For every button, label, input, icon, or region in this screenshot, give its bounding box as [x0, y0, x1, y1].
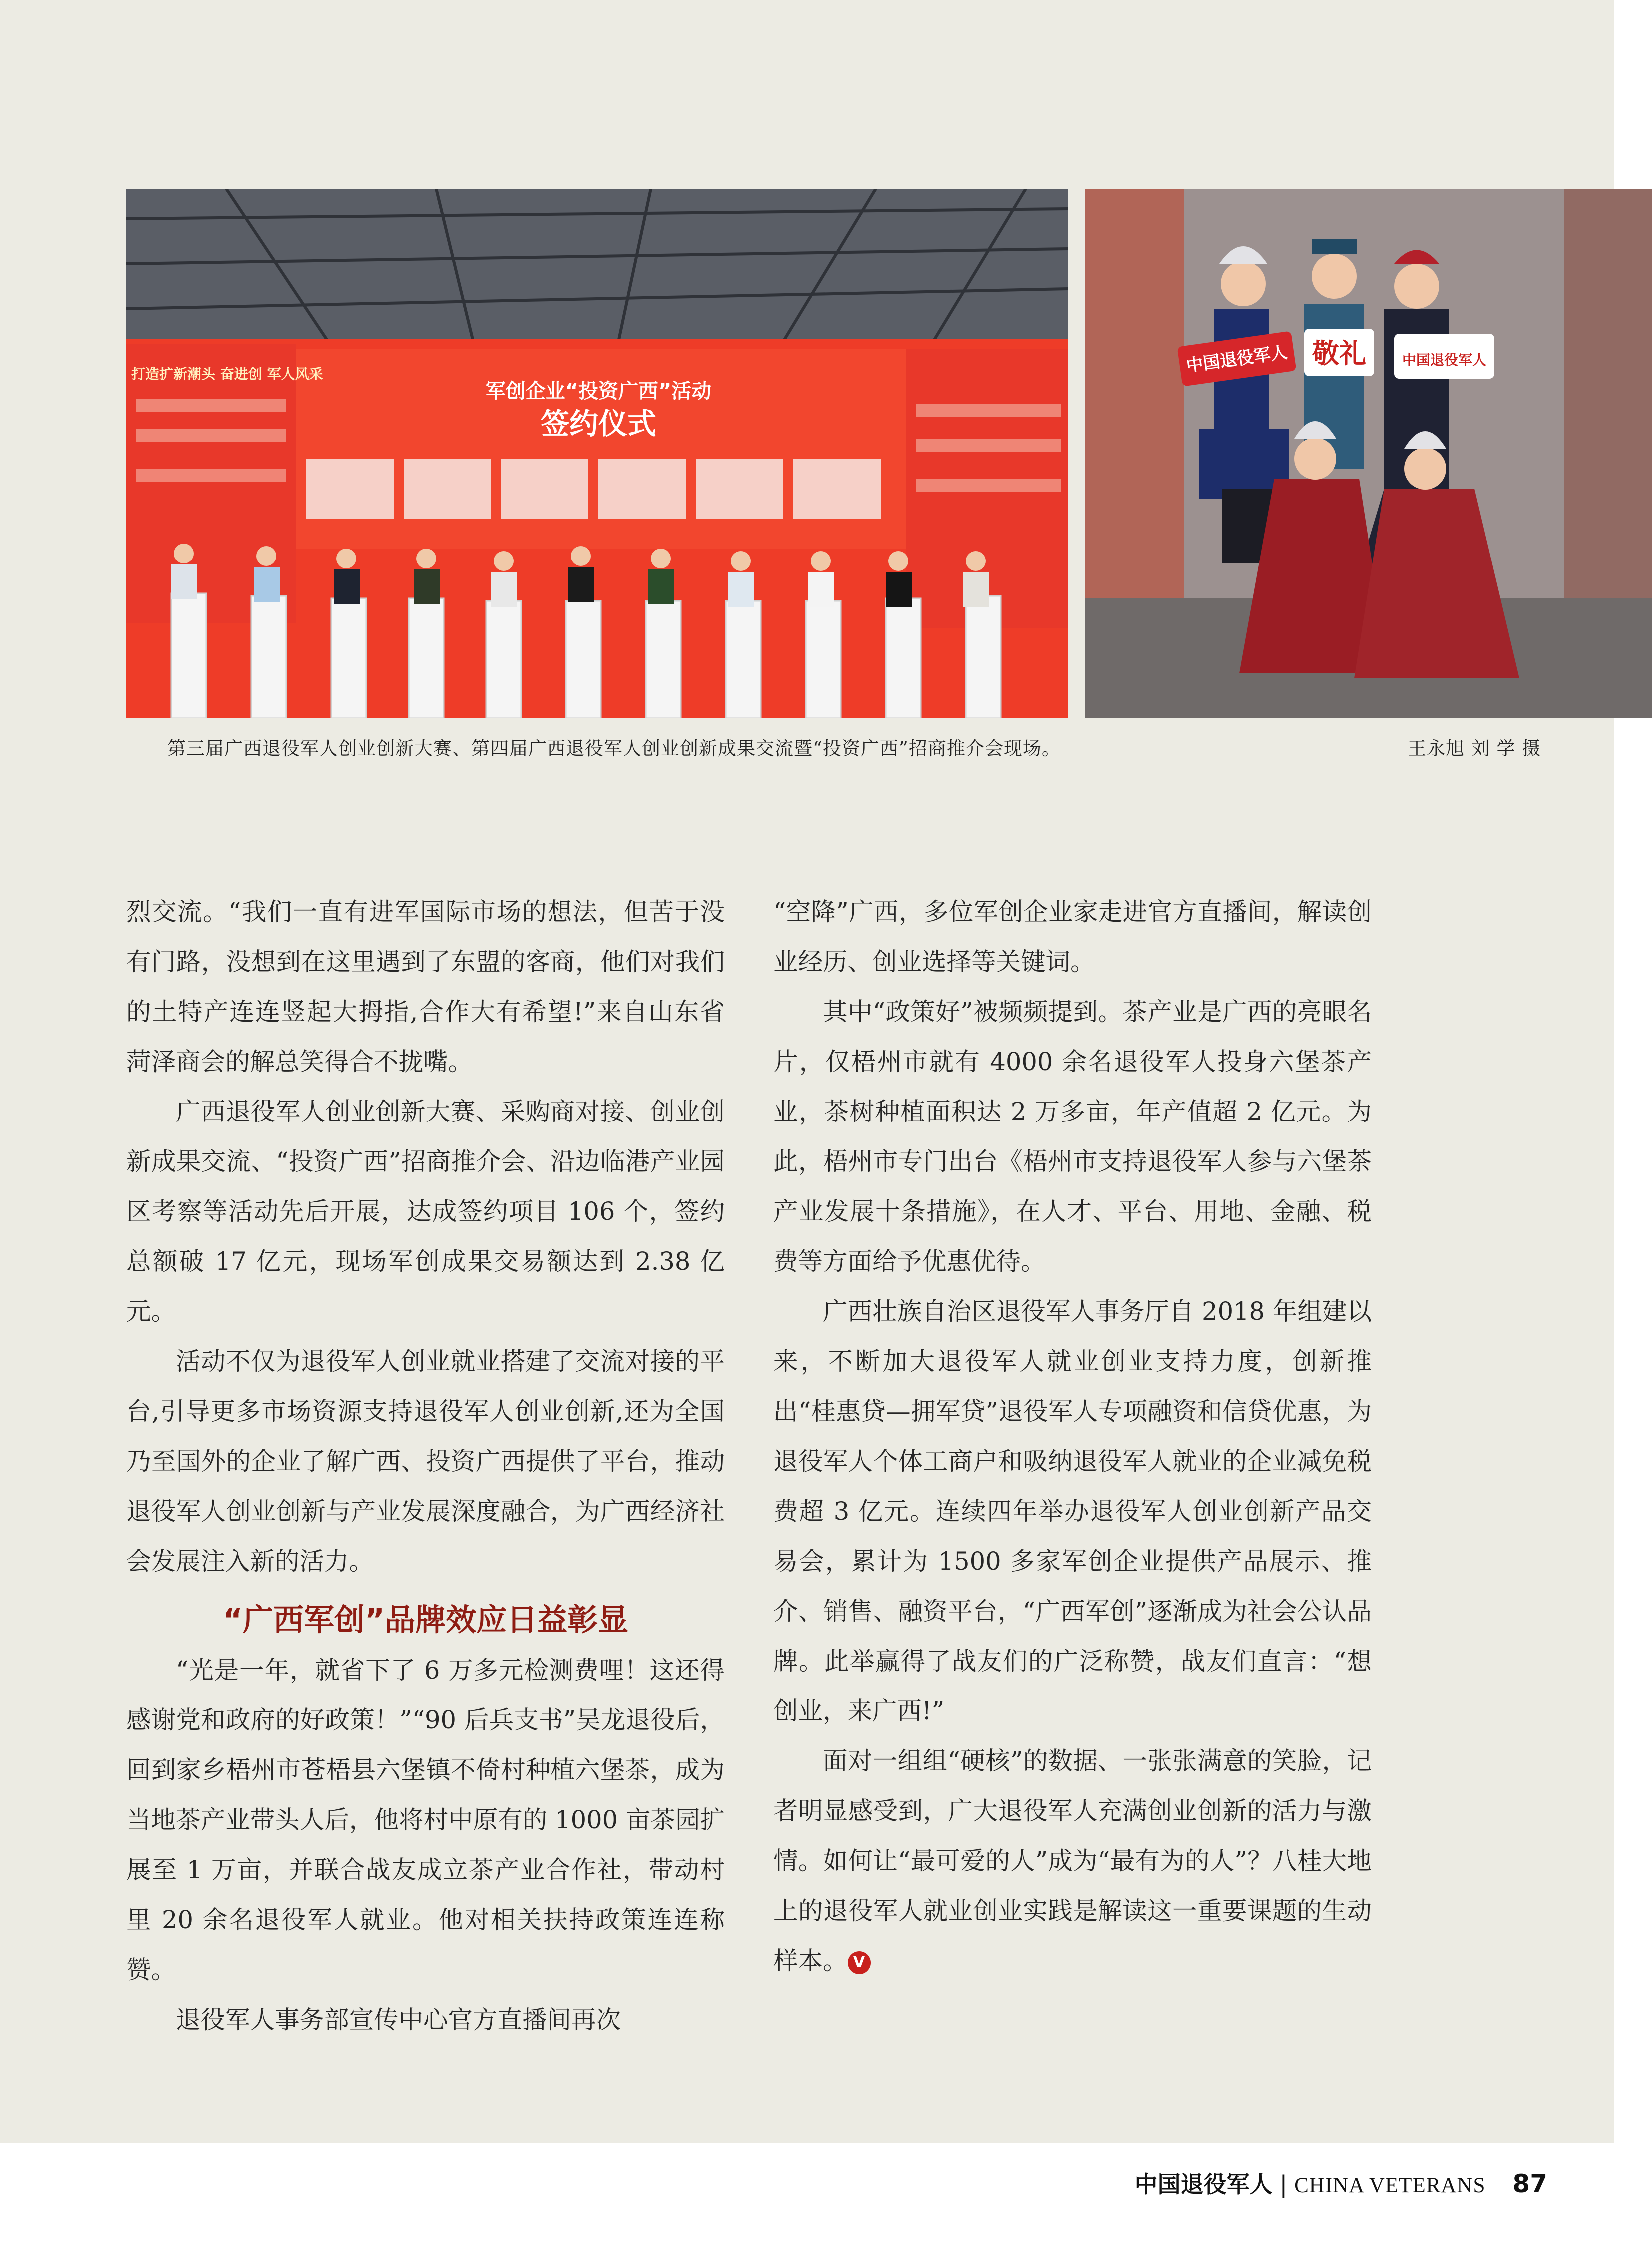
left-paragraph-1: 烈交流。“我们一直有进军国际市场的想法，但苦于没有门路，没想到在这里遇到了东盟的客商，他们对我们的土特产连连竖起大拇指,合作大有希望!”来自山东省菏泽商会的解总笑得合不拢嘴。 — [126, 897, 725, 1076]
right-paragraph-4 — [773, 1736, 1372, 1986]
end-mark-icon: V — [848, 1951, 871, 1974]
screen-title: 军创企业“投资广西”活动 — [485, 380, 712, 403]
signing-ceremony-photo — [126, 189, 1068, 718]
magazine-name-en: CHINA VETERANS — [1294, 2174, 1486, 2197]
sign-veterans-right: 中国退役军人 — [1402, 352, 1487, 368]
screen-subtitle: 签约仪式 — [540, 407, 657, 441]
page-number: 87 — [1512, 2169, 1547, 2198]
left-paragraph-2: 广西退役军人创业创新大赛、采购商对接、创业创新成果交流、“投资广西”招商推介会、沿边临港产业园区考察等活动先后开展，达成签约项目 106 个，签约总额破 17 亿元，现场军创成果交易额达到 2.38 亿元。 — [126, 1097, 725, 1326]
veterans-group-illustration — [1085, 189, 1652, 718]
page-footer — [1135, 2166, 1547, 2199]
left-column — [126, 887, 725, 2045]
right-paragraph-3: 广西壮族自治区退役军人事务厅自 2018 年组建以来，不断加大退役军人就业创业支持力度，创新推出“桂惠贷—拥军贷”退役军人专项融资和信贷优惠，为退役军人个体工商户和吸纳退役军人就业的企业减免税费超 3 亿元。连续四年举办退役军人创业创新产品交易会，累计为 1500 多家军创企业提供产品展示、推介、销售、融资平台，“广西军创”逐渐成为社会公认品牌。此举赢得了战友们的广泛称赞，战友们直言：“想创业，来广西!” — [773, 1297, 1372, 1725]
left-paragraph-5: 退役军人事务部宣传中心官方直播间再次 — [176, 2005, 621, 2034]
photo-caption: 第三届广西退役军人创业创新大赛、第四届广西退役军人创业创新成果交流暨“投资广西”招商推介会现场。 — [167, 738, 1061, 759]
veterans-group-photo — [1085, 189, 1652, 718]
right-paragraph-2: 其中“政策好”被频频提到。茶产业是广西的亮眼名片，仅梧州市就有 4000 余名退役军人投身六堡茶产业，茶树种植面积达 2 万多亩，年产值超 2 亿元。为此，梧州市专门出台《梧州市支持退役军人参与六堡茶产业发展十条措施》，在人才、平台、用地、金融、税费等方面给予优惠优待。 — [773, 997, 1372, 1276]
photo-credit: 王永旭 刘 学 摄 — [1408, 738, 1541, 759]
sign-salute: 敬礼 — [1312, 338, 1366, 369]
right-column — [773, 887, 1372, 1986]
magazine-name-cn: 中国退役军人 — [1134, 2171, 1273, 2198]
footer-separator: | — [1279, 2171, 1288, 2198]
left-paragraph-3: 活动不仅为退役军人创业就业搭建了交流对接的平台,引导更多市场资源支持退役军人创业创新,还为全国乃至国外的企业了解广西、投资广西提供了平台，推动退役军人创业创新与产业发展深度融合，为广西经济社会发展注入新的活力。 — [126, 1347, 725, 1576]
left-paragraph-4: “光是一年，就省下了 6 万多元检测费哩！这还得感谢党和政府的好政策！”“90 后兵支书”吴龙退役后，回到家乡梧州市苍梧县六堡镇不倚村种植六堡茶，成为当地茶产业带头人后，他将村中原有的 1000 亩茶园扩展至 1 万亩，并联合战友成立茶产业合作社，带动村里 20 余名退役军人就业。他对相关扶持政策连连称赞。 — [126, 1656, 725, 1984]
signing-ceremony-illustration — [126, 189, 1068, 718]
right-paragraph-4-text: 面对一组组“硬核”的数据、一张张满意的笑脸，记者明显感受到，广大退役军人充满创业创新的活力与激情。如何让“最可爱的人”成为“最有为的人”？八桂大地上的退役军人就业创业实践是解读这一重要课题的生动样本。 — [773, 1746, 1372, 1975]
left-screen-banner: 打造扩新潮头 奋进创 军人风采 — [131, 366, 323, 382]
sign-veterans-left: 中国退役军人 — [1185, 342, 1289, 376]
right-paragraph-1: “空降”广西，多位军创企业家走进官方直播间，解读创业经历、创业选择等关键词。 — [773, 897, 1372, 976]
section-heading: “广西军创”品牌效应日益彰显 — [222, 1602, 629, 1638]
